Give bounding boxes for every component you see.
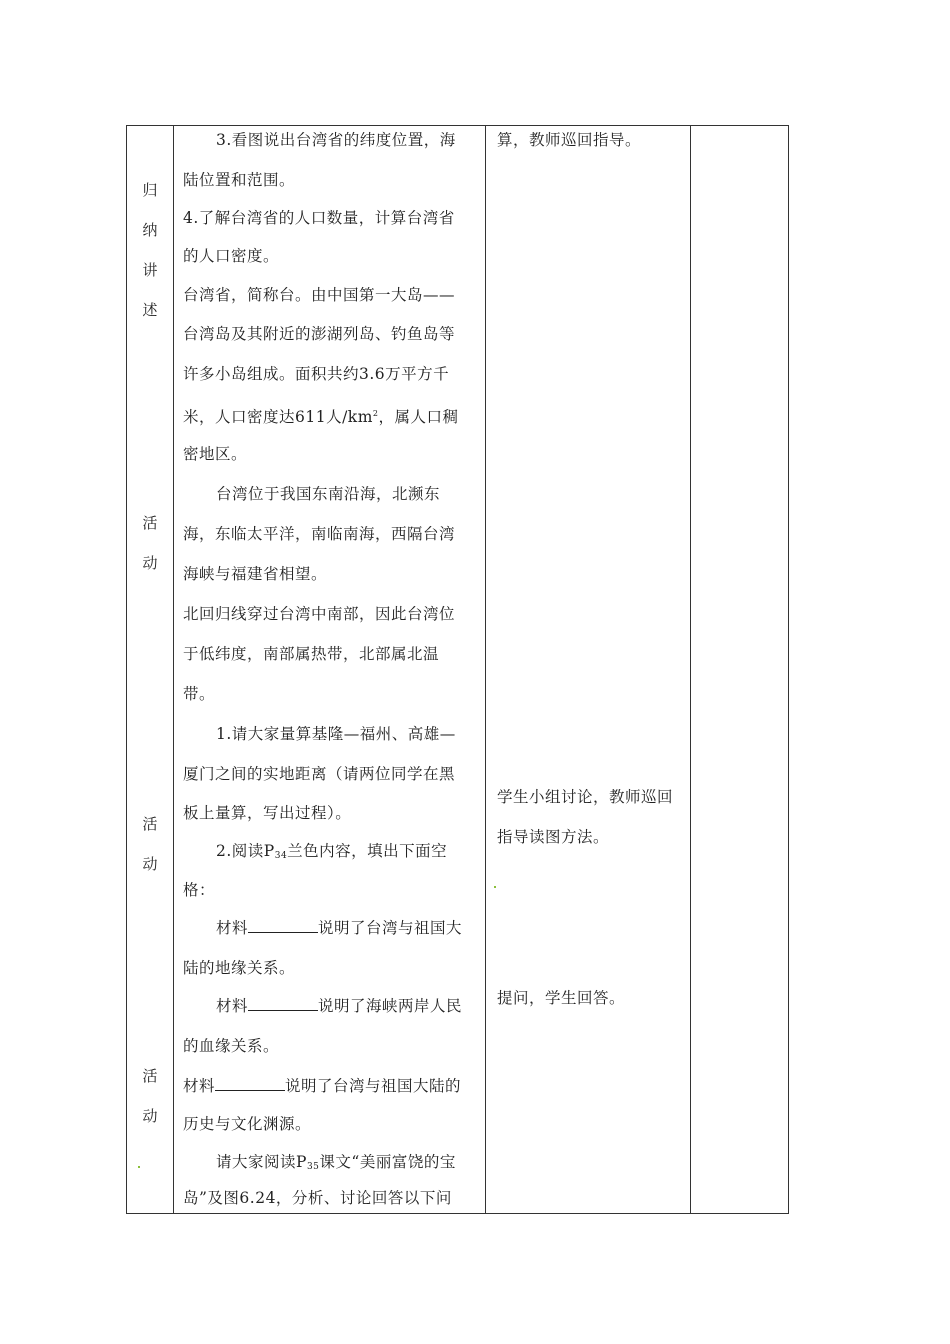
- content-line: 带。: [183, 685, 216, 703]
- content-line: 于低纬度，南部属热带，北部属北温: [183, 645, 440, 663]
- notes-column: [692, 126, 788, 1213]
- stage-label-char: 讲: [142, 261, 158, 279]
- content-line: 台湾位于我国东南沿海，北濒东: [216, 485, 441, 503]
- answer-blank: [215, 1074, 285, 1091]
- stage-label-char: 纳: [142, 221, 158, 239]
- content-line: 台湾省，简称台。由中国第一大岛——: [183, 286, 456, 304]
- activity-text: 提问，学生回答。: [497, 989, 626, 1007]
- content-line: 台湾岛及其附近的澎湖列岛、钓鱼岛等: [183, 325, 456, 343]
- stage-label-char: 动: [142, 1107, 158, 1125]
- activity-text: 学生小组讨论，教师巡回: [497, 788, 674, 806]
- content-line: 2.阅读$P_{34}$兰色内容，填出下面空: [216, 842, 448, 861]
- content-line: 格：: [183, 881, 216, 899]
- content-line: 1.请大家量算基隆—福州、高雄—: [216, 725, 456, 743]
- stray-dot: [494, 886, 496, 888]
- activity-column: [487, 126, 692, 1213]
- content-line: 北回归线穿过台湾中南部，因此台湾位: [183, 605, 456, 623]
- content-line: 板上量算，写出过程）。: [183, 804, 352, 822]
- answer-blank: [248, 994, 318, 1011]
- column-divider: [485, 126, 486, 1213]
- activity-text: 指导读图方法。: [497, 828, 610, 846]
- content-line: 历史与文化渊源。: [183, 1115, 312, 1133]
- content-line: 陆的地缘关系。: [183, 959, 296, 977]
- lesson-table: [126, 125, 789, 1214]
- fill-blank-line: 材料 说明了台湾与祖国大: [183, 908, 512, 948]
- activity-text: 算，教师巡回指导。: [497, 131, 642, 149]
- content-line: 请大家阅读$P_{35}$课文“美丽富饶的宝: [216, 1153, 456, 1172]
- content-line: 岛”及图6.24，分析、讨论回答以下问: [183, 1189, 452, 1207]
- stray-dot: [138, 1166, 140, 1168]
- stage-label-char: 活: [142, 815, 158, 833]
- stage-label-char: 活: [142, 1067, 158, 1085]
- content-line: 3.看图说出台湾省的纬度位置，海: [216, 131, 456, 149]
- column-divider: [173, 126, 174, 1213]
- content-line: 的人口密度。: [183, 247, 280, 265]
- stage-column: [127, 126, 173, 1213]
- stage-label-char: 活: [142, 514, 158, 532]
- content-line: 许多小岛组成。面积共约3.6万平方千: [183, 365, 450, 383]
- content-line: 密地区。: [183, 445, 248, 463]
- answer-blank: [248, 916, 318, 933]
- fill-blank-line: 材料 说明了台湾与祖国大陆的: [183, 1066, 479, 1106]
- content-line: 4.了解台湾省的人口数量，计算台湾省: [183, 209, 455, 227]
- stage-label-char: 述: [142, 301, 158, 319]
- stage-label-char: 动: [142, 554, 158, 572]
- stage-label-char: 归: [142, 181, 158, 199]
- content-line: 厦门之间的实地距离（请两位同学在黑: [183, 765, 456, 783]
- content-line: 海，东临太平洋，南临南海，西隔台湾: [183, 525, 456, 543]
- content-column: [175, 126, 485, 1213]
- content-line: 海峡与福建省相望。: [183, 565, 328, 583]
- stage-label-char: 动: [142, 855, 158, 873]
- content-line: 陆位置和范围。: [183, 171, 296, 189]
- fill-blank-line: 材料 说明了海峡两岸人民: [183, 986, 512, 1026]
- content-line: 米，人口密度达611人$/km^2$，属人口稠: [183, 408, 459, 426]
- content-line: 的血缘关系。: [183, 1037, 280, 1055]
